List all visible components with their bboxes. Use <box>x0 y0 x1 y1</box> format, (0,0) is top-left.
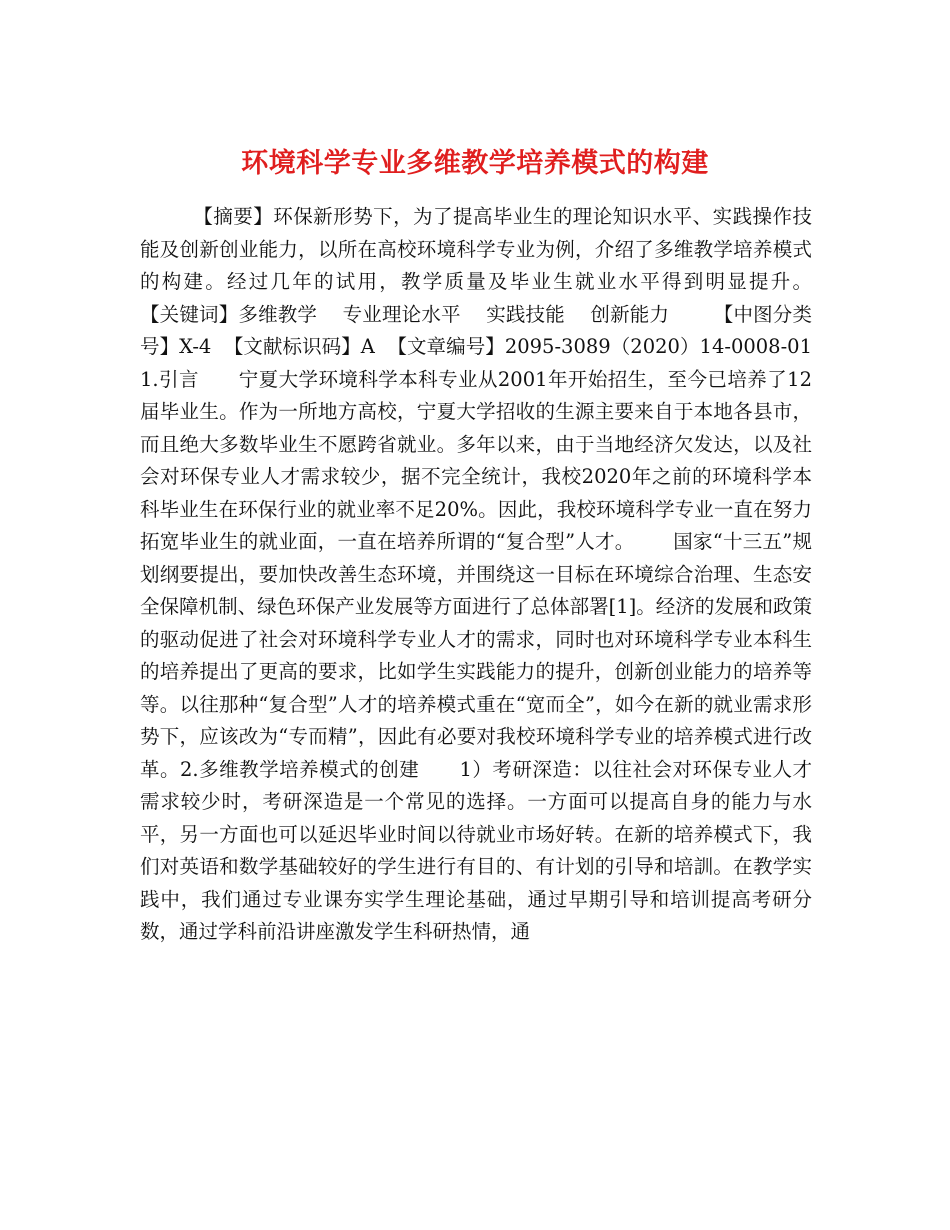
document-title: 环境科学专业多维教学培养模式的构建 <box>241 148 709 180</box>
document-body: 【摘要】环保新形势下，为了提高毕业生的理论知识水平、实践操作技能及创新创业能力，以所在高校环境科学专业为例，介绍了多维教学培养模式的构建。经过几年的试用，教学质量及毕业生就业水平得到明显提升。 【关键词】多维教学 专业理论水平 实践技能 创新能力 【中图分类号】X-4 【文献标识码】A 【文章编号】2095-3089（2020）14-0008-01 1.引言 宁夏大学环境科学本科专业从2001年开始招生，至今已培养了12届毕业生。作为一所地方高校，宁夏大学招收的生源主要来自于本地各县市，而且绝大多数毕业生不愿跨省就业。多年以来，由于当地经济欠发达，以及社会对环保专业人才需求较少，据不完全统计，我校2020年之前的环境科学本科毕业生在环保行业的就业率不足20%。因此，我校环境科学专业一直在努力拓宽毕业生的就业面，一直在培养所谓的“复合型”人才。 国家“十三五”规划纲要提出，要加快改善生态环境，并围绕这一目标在环境综合治理、生态安全保障机制、绿色环保产业发展等方面进行了总体部署[1]。经济的发展和政策的驱动促进了社会对环境科学专业人才的需求，同时也对环境科学专业本科生的培养提出了更高的要求，比如学生实践能力的提升，创新创业能力的培养等等。以往那种“复合型”人才的培养模式重在“宽而全”，如今在新的就业需求形势下，应该改为“专而精”，因此有必要对我校环境科学专业的培养模式进行改革。2.多维教学培养模式的创建 1）考研深造：以往社会对环保专业人才需求较少时，考研深造是一个常见的选择。一方面可以提高自身的能力与水平，另一方面也可以延迟毕业时间以待就业市场好转。在新的培养模式下，我们对英语和数学基础较好的学生进行有目的、有计划的引导和培訓。在教学实践中，我们通过专业课夯实学生理论基础，通过早期引导和培训提高考研分数，通过学科前沿讲座激发学生科研热情，通 <box>140 205 856 943</box>
